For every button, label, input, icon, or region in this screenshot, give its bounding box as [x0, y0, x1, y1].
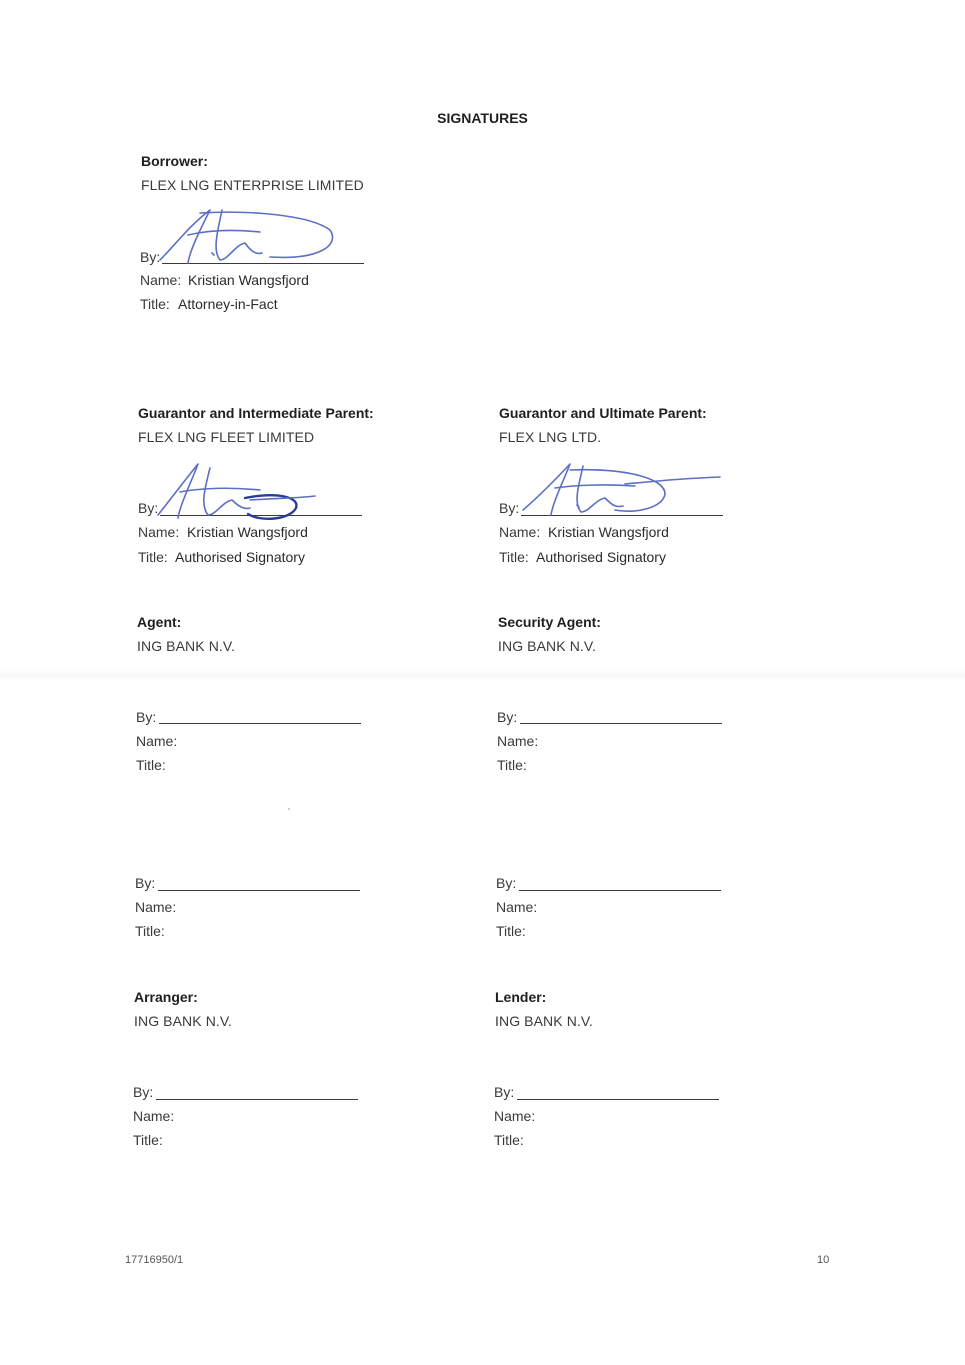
borrower-signatory-title: Attorney-in-Fact [178, 296, 278, 312]
lender-by-label: By: [494, 1084, 515, 1100]
guarantor-intermediate-name-label: Name: [138, 524, 180, 540]
security-agent-second-by-label: By: [496, 875, 517, 891]
borrower-entity: FLEX LNG ENTERPRISE LIMITED [141, 177, 364, 193]
arranger-heading: Arranger: [134, 989, 198, 1005]
agent-second-by-label: By: [135, 875, 156, 891]
guarantor-intermediate-signature [150, 460, 330, 530]
document-reference: 17716950/1 [125, 1254, 184, 1266]
agent-heading: Agent: [137, 614, 182, 630]
scan-speck [288, 808, 290, 810]
arranger-signature-line [156, 1099, 358, 1100]
borrower-heading: Borrower: [141, 153, 208, 169]
guarantor-ultimate-by-label: By: [499, 500, 520, 516]
page-number: 10 [817, 1254, 830, 1266]
agent-second-title-label: Title: [135, 923, 165, 939]
security-agent-second-title-label: Title: [496, 923, 526, 939]
page-title: SIGNATURES [437, 110, 528, 126]
security-agent-signature-line [520, 723, 722, 724]
guarantor-ultimate-name-label: Name: [499, 524, 541, 540]
scan-streak [0, 668, 965, 682]
agent-signature-line [159, 723, 361, 724]
guarantor-ultimate-signature [515, 460, 725, 525]
guarantor-intermediate-heading: Guarantor and Intermediate Parent: [138, 405, 374, 421]
borrower-name-label: Name: [140, 272, 182, 288]
security-agent-by-label: By: [497, 709, 518, 725]
guarantor-intermediate-entity: FLEX LNG FLEET LIMITED [138, 429, 315, 445]
security-agent-heading: Security Agent: [498, 614, 601, 630]
agent-second-name-label: Name: [135, 899, 177, 915]
agent-title-label: Title: [136, 757, 166, 773]
guarantor-ultimate-entity: FLEX LNG LTD. [499, 429, 602, 445]
guarantor-ultimate-title-label: Title: [499, 549, 529, 565]
agent-second-signature-line [158, 890, 360, 891]
agent-by-label: By: [136, 709, 157, 725]
lender-signature-line [517, 1099, 719, 1100]
guarantor-ultimate-signatory-title: Authorised Signatory [536, 549, 666, 565]
guarantor-intermediate-signatory-title: Authorised Signatory [175, 549, 305, 565]
guarantor-intermediate-by-label: By: [138, 500, 159, 516]
guarantor-intermediate-title-label: Title: [138, 549, 168, 565]
agent-name-label: Name: [136, 733, 178, 749]
arranger-title-label: Title: [133, 1132, 163, 1148]
arranger-entity: ING BANK N.V. [134, 1013, 233, 1029]
security-agent-second-signature-line [519, 890, 721, 891]
guarantor-ultimate-signatory-name: Kristian Wangsfjord [548, 524, 669, 540]
arranger-by-label: By: [133, 1084, 154, 1100]
borrower-signatory-name: Kristian Wangsfjord [188, 272, 309, 288]
agent-entity: ING BANK N.V. [137, 638, 236, 654]
borrower-title-label: Title: [140, 296, 170, 312]
security-agent-second-name-label: Name: [496, 899, 538, 915]
security-agent-entity: ING BANK N.V. [498, 638, 597, 654]
lender-entity: ING BANK N.V. [495, 1013, 594, 1029]
guarantor-ultimate-heading: Guarantor and Ultimate Parent: [499, 405, 707, 421]
arranger-name-label: Name: [133, 1108, 175, 1124]
security-agent-title-label: Title: [497, 757, 527, 773]
borrower-by-label: By: [140, 249, 161, 265]
borrower-signature [150, 205, 350, 270]
lender-name-label: Name: [494, 1108, 536, 1124]
guarantor-intermediate-signatory-name: Kristian Wangsfjord [187, 524, 308, 540]
lender-heading: Lender: [495, 989, 547, 1005]
lender-title-label: Title: [494, 1132, 524, 1148]
security-agent-name-label: Name: [497, 733, 539, 749]
